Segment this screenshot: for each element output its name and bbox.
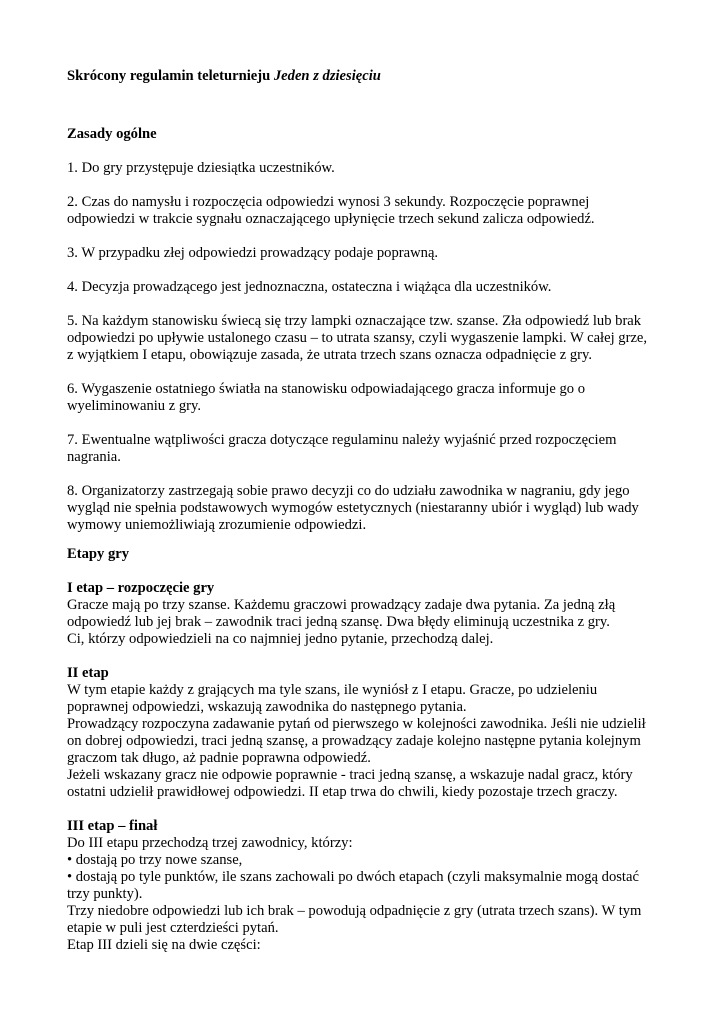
text-line: 1. Do gry przystępuje dziesiątka uczestników. [67, 160, 335, 176]
section-heading-stages: Etapy gry [67, 546, 130, 562]
section-heading-general: Zasady ogólne [67, 126, 157, 142]
text-line: odpowiedzi po upływie ustalonego czasu – to utrata szansy, czyli wygaszenie lampki. W całej grze, [67, 330, 648, 346]
text-line: poprawnej odpowiedzi, wskazują zawodnika do następnego pytania. [67, 699, 467, 715]
text-line: 4. Decyzja prowadzącego jest jednoznaczna, ostateczna i wiążąca dla uczestników. [67, 279, 552, 295]
text-line: odpowiedź lub jej brak – zawodnik traci jedną szansę. Dwa błędy eliminują uczestnika z gry. [67, 614, 610, 630]
text-line: 7. Ewentualne wątpliwości gracza dotyczące regulaminu należy wyjaśnić przed rozpoczęciem [67, 432, 617, 448]
text-line: 5. Na każdym stanowisku świecą się trzy lampki oznaczające tzw. szanse. Zła odpowiedź lub brak [67, 313, 642, 329]
general-rule-2 [67, 194, 667, 228]
stage-heading: III etap – finał [67, 818, 158, 834]
text-line: graczom tak długo, aż padnie poprawna odpowiedź. [67, 750, 371, 766]
text-line: Etap III dzieli się na dwie części: [67, 937, 261, 953]
text-line: wymowy uniemożliwiają zrozumienie odpowiedzi. [67, 517, 367, 533]
text-line: etapie w puli jest czterdzieści pytań. [67, 920, 279, 936]
text-line: ostatni udzielił prawidłowej odpowiedzi. II etap trwa do chwili, kiedy pozostaje trzech graczy. [67, 784, 618, 800]
text-line: W tym etapie każdy z grających ma tyle szans, ile wyniósł z I etapu. Gracze, po udzieleniu [67, 682, 598, 698]
title-show-name: Jeden z dziesięciu [273, 68, 381, 84]
title-text: Skrócony regulamin teleturnieju [67, 68, 274, 84]
text-line: Gracze mają po trzy szanse. Każdemu graczowi prowadzący zadaje dwa pytania. Za jedną złą [67, 597, 616, 613]
general-rule-1 [67, 160, 667, 177]
stage-1 [67, 580, 667, 648]
text-line: Ci, którzy odpowiedzieli na co najmniej jedno pytanie, przechodzą dalej. [67, 631, 494, 647]
text-line: nagrania. [67, 449, 121, 465]
text-line: 3. W przypadku złej odpowiedzi prowadzący podaje poprawną. [67, 245, 439, 261]
document-title [67, 68, 381, 85]
text-line: Trzy niedobre odpowiedzi lub ich brak – powodują odpadnięcie z gry (utrata trzech szans). W tym [67, 903, 642, 919]
text-line: 2. Czas do namysłu i rozpoczęcia odpowiedzi wynosi 3 sekundy. Rozpoczęcie poprawnej [67, 194, 590, 210]
general-rule-4 [67, 279, 667, 296]
general-rule-8 [67, 483, 667, 534]
general-rule-6 [67, 381, 667, 415]
text-line: • dostają po trzy nowe szanse, [67, 852, 243, 868]
text-line: 6. Wygaszenie ostatniego światła na stanowisku odpowiadającego gracza informuje go o [67, 381, 585, 397]
text-line: wygląd nie spełnia podstawowych wymogów estetycznych (niestaranny ubiór i wygląd) lub wady [67, 500, 639, 516]
stage-3 [67, 818, 667, 954]
text-line: trzy punkty). [67, 886, 143, 902]
text-line: z wyjątkiem I etapu, obowiązuje zasada, że utrata trzech szans oznacza odpadnięcie z gry. [67, 347, 592, 363]
text-line: • dostają po tyle punktów, ile szans zachowali po dwóch etapach (czyli maksymalnie mogą dostać [67, 869, 639, 885]
stage-2 [67, 665, 667, 801]
general-rule-7 [67, 432, 667, 466]
text-line: on dobrej odpowiedzi, traci jedną szansę, a prowadzący zadaje kolejno następne pytania kolejnym [67, 733, 641, 749]
text-line: Do III etapu przechodzą trzej zawodnicy, którzy: [67, 835, 353, 851]
stage-heading: II etap [67, 665, 109, 681]
stage-heading: I etap – rozpoczęcie gry [67, 580, 215, 596]
text-line: wyeliminowaniu z gry. [67, 398, 202, 414]
general-rule-5 [67, 313, 667, 364]
text-line: odpowiedzi w trakcie sygnału oznaczającego upłynięcie trzech sekund zalicza odpowiedź. [67, 211, 595, 227]
text-line: Jeżeli wskazany gracz nie odpowie poprawnie - traci jedną szansę, a wskazuje nadal gracz, który [67, 767, 633, 783]
text-line: 8. Organizatorzy zastrzegają sobie prawo decyzji co do udziału zawodnika w nagraniu, gdy jego [67, 483, 630, 499]
general-rule-3 [67, 245, 667, 262]
text-line: Prowadzący rozpoczyna zadawanie pytań od pierwszego w kolejności zawodnika. Jeśli nie udzielił [67, 716, 646, 732]
